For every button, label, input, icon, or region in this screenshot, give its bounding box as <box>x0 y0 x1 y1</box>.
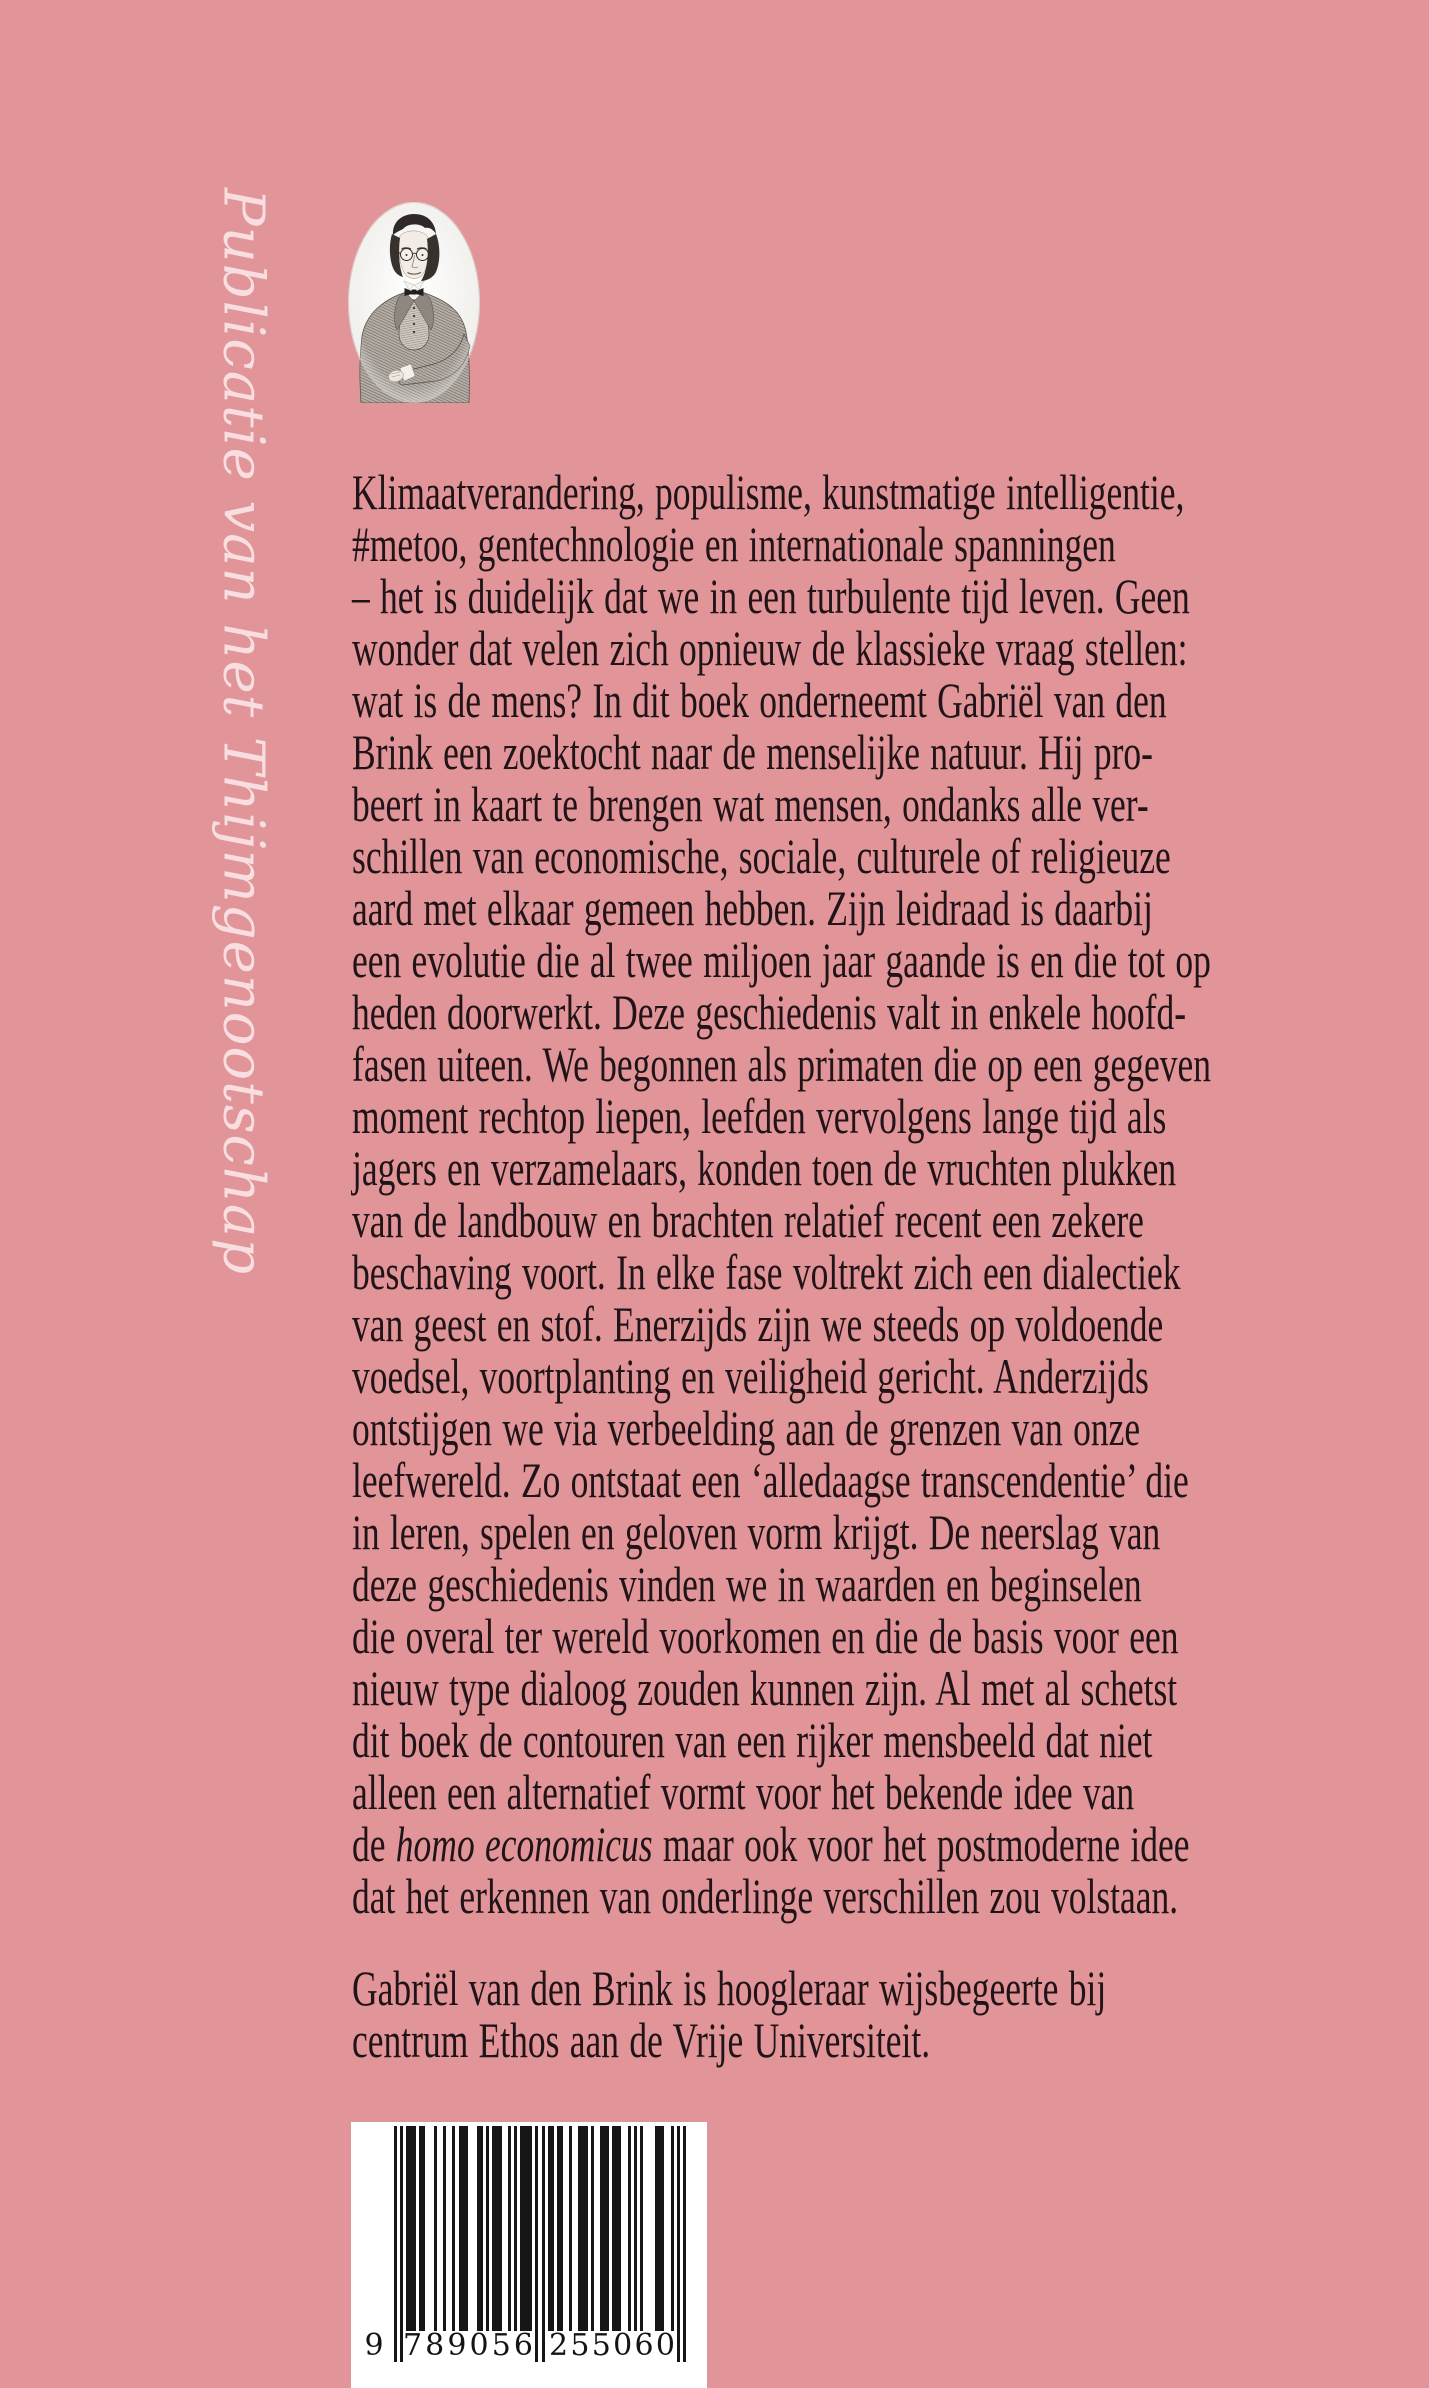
blurb-line: Brink een zoektocht naar de menselijke natuur. Hij pro- <box>352 724 1153 780</box>
barcode-bar <box>443 2126 446 2331</box>
barcode-first-digit: 9 <box>364 2328 384 2363</box>
blurb-line: leefwereld. Zo ontstaat een ‘alledaagse transcendentie’ die <box>352 1452 1189 1508</box>
barcode-bar <box>612 2126 621 2331</box>
barcode-bar <box>434 2126 437 2331</box>
barcode-bar <box>569 2126 572 2331</box>
barcode-bar <box>548 2126 554 2331</box>
barcode-bar <box>591 2126 594 2331</box>
blurb-line: fasen uiteen. We begonnen als primaten die op een gegeven <box>352 1036 1211 1092</box>
blurb-line: beert in kaart te brengen wat mensen, ondanks alle ver- <box>352 776 1149 832</box>
barcode-digits-left <box>403 2328 533 2364</box>
barcode-digit: 0 <box>469 2328 489 2363</box>
blurb-line: #metoo, gentechnologie en internationale spanningen <box>352 516 1116 572</box>
barcode-bar <box>520 2126 532 2331</box>
blurb-line: deze geschiedenis vinden we in waarden en beginselen <box>352 1556 1142 1612</box>
barcode-bar <box>677 2126 680 2362</box>
barcode-bar <box>419 2126 425 2331</box>
blurb <box>352 466 1312 1922</box>
barcode-digit: 0 <box>655 2328 675 2363</box>
blurb-line: schillen van economische, sociale, culturele of religieuze <box>352 828 1171 884</box>
barcode-digit: 7 <box>403 2328 423 2363</box>
barcode-bar <box>492 2126 501 2331</box>
blurb-line: een evolutie die al twee miljoen jaar gaande is en die tot op <box>352 932 1211 988</box>
barcode-digit: 5 <box>570 2328 590 2363</box>
blurb-line: wat is de mens? In dit boek onderneemt Gabriël van den <box>352 672 1167 728</box>
blurb-line: nieuw type dialoog zouden kunnen zijn. Al met al schetst <box>352 1660 1178 1716</box>
blurb-line: wonder dat velen zich opnieuw de klassieke vraag stellen: <box>352 620 1188 676</box>
barcode-bar <box>406 2126 415 2331</box>
barcode-bar <box>600 2126 609 2331</box>
barcode-digit: 5 <box>491 2328 511 2363</box>
barcode-bar <box>535 2126 538 2362</box>
barcode-digit: 5 <box>591 2328 611 2363</box>
blurb-line: moment rechtop liepen, leefden vervolgens lange tijd als <box>352 1088 1167 1144</box>
barcode-digit: 2 <box>549 2328 569 2363</box>
engraved-portrait-of-man <box>348 202 480 403</box>
publisher-spine-label: Publicatie van het Thijmgenootschap <box>210 188 276 1276</box>
barcode-bar <box>452 2126 455 2331</box>
barcode-bar <box>578 2126 587 2331</box>
barcode-bar <box>459 2126 468 2331</box>
blurb-line: beschaving voort. In elke fase voltrekt zich een dialectiek <box>352 1244 1181 1300</box>
blurb-line: heden doorwerkt. Deze geschiedenis valt in enkele hoofd- <box>352 984 1187 1040</box>
blurb-line: – het is duidelijk dat we in een turbulente tijd leven. Geen <box>352 568 1190 624</box>
barcode-bar <box>671 2126 674 2331</box>
barcode-bar <box>634 2126 637 2331</box>
barcode-digit: 8 <box>425 2328 445 2363</box>
barcode-digit: 6 <box>513 2328 533 2363</box>
barcode-bar <box>640 2126 643 2331</box>
author-bio <box>352 1962 1312 2066</box>
barcode-bar <box>628 2126 631 2331</box>
blurb-line: van de landbouw en brachten relatief recent een zekere <box>352 1192 1144 1248</box>
blurb-line: de homo economicus maar ook voor het postmoderne idee <box>352 1816 1190 1872</box>
bio-line: Gabriël van den Brink is hoogleraar wijsbegeerte bij <box>352 1960 1107 2016</box>
blurb-line: ontstijgen we via verbeelding aan de grenzen van onze <box>352 1400 1141 1456</box>
barcode-bar <box>655 2126 664 2331</box>
barcode-bar <box>486 2126 489 2331</box>
barcode-digit: 0 <box>613 2328 633 2363</box>
barcode-bar <box>683 2126 686 2362</box>
blurb-line: dat het erkennen van onderlinge verschillen zou volstaan. <box>352 1868 1179 1924</box>
barcode-bar <box>557 2126 563 2331</box>
barcode-bars <box>394 2126 686 2362</box>
barcode-bar <box>508 2126 511 2331</box>
blurb-line: dit boek de contouren van een rijker mensbeeld dat niet <box>352 1712 1153 1768</box>
blurb-line: die overal ter wereld voorkomen en die de basis voor een <box>352 1608 1179 1664</box>
barcode-bar <box>400 2126 403 2362</box>
barcode-bar <box>394 2126 397 2362</box>
barcode-digit: 6 <box>634 2328 654 2363</box>
blurb-line: van geest en stof. Enerzijds zijn we steeds op voldoende <box>352 1296 1164 1352</box>
barcode-bar <box>514 2126 517 2331</box>
blurb-line: jagers en verzamelaars, konden toen de vruchten plukken <box>352 1140 1177 1196</box>
bio-line: centrum Ethos aan de Vrije Universiteit. <box>352 2012 931 2068</box>
barcode-digits-right <box>549 2328 675 2364</box>
portrait-vignette <box>348 202 480 403</box>
blurb-line: voedsel, voortplanting en veiligheid gericht. Anderzijds <box>352 1348 1149 1404</box>
blurb-line: aard met elkaar gemeen hebben. Zijn leidraad is daarbij <box>352 880 1153 936</box>
blurb-line: Klimaatverandering, populisme, kunstmatige intelligentie, <box>352 464 1185 520</box>
barcode-bar <box>477 2126 483 2331</box>
blurb-line: in leren, spelen en geloven vorm krijgt. De neerslag van <box>352 1504 1161 1560</box>
barcode-bar <box>542 2126 545 2362</box>
blurb-line: alleen een alternatief vormt voor het bekende idee van <box>352 1764 1135 1820</box>
barcode-digit: 9 <box>447 2328 467 2363</box>
isbn-barcode <box>351 2122 707 2388</box>
